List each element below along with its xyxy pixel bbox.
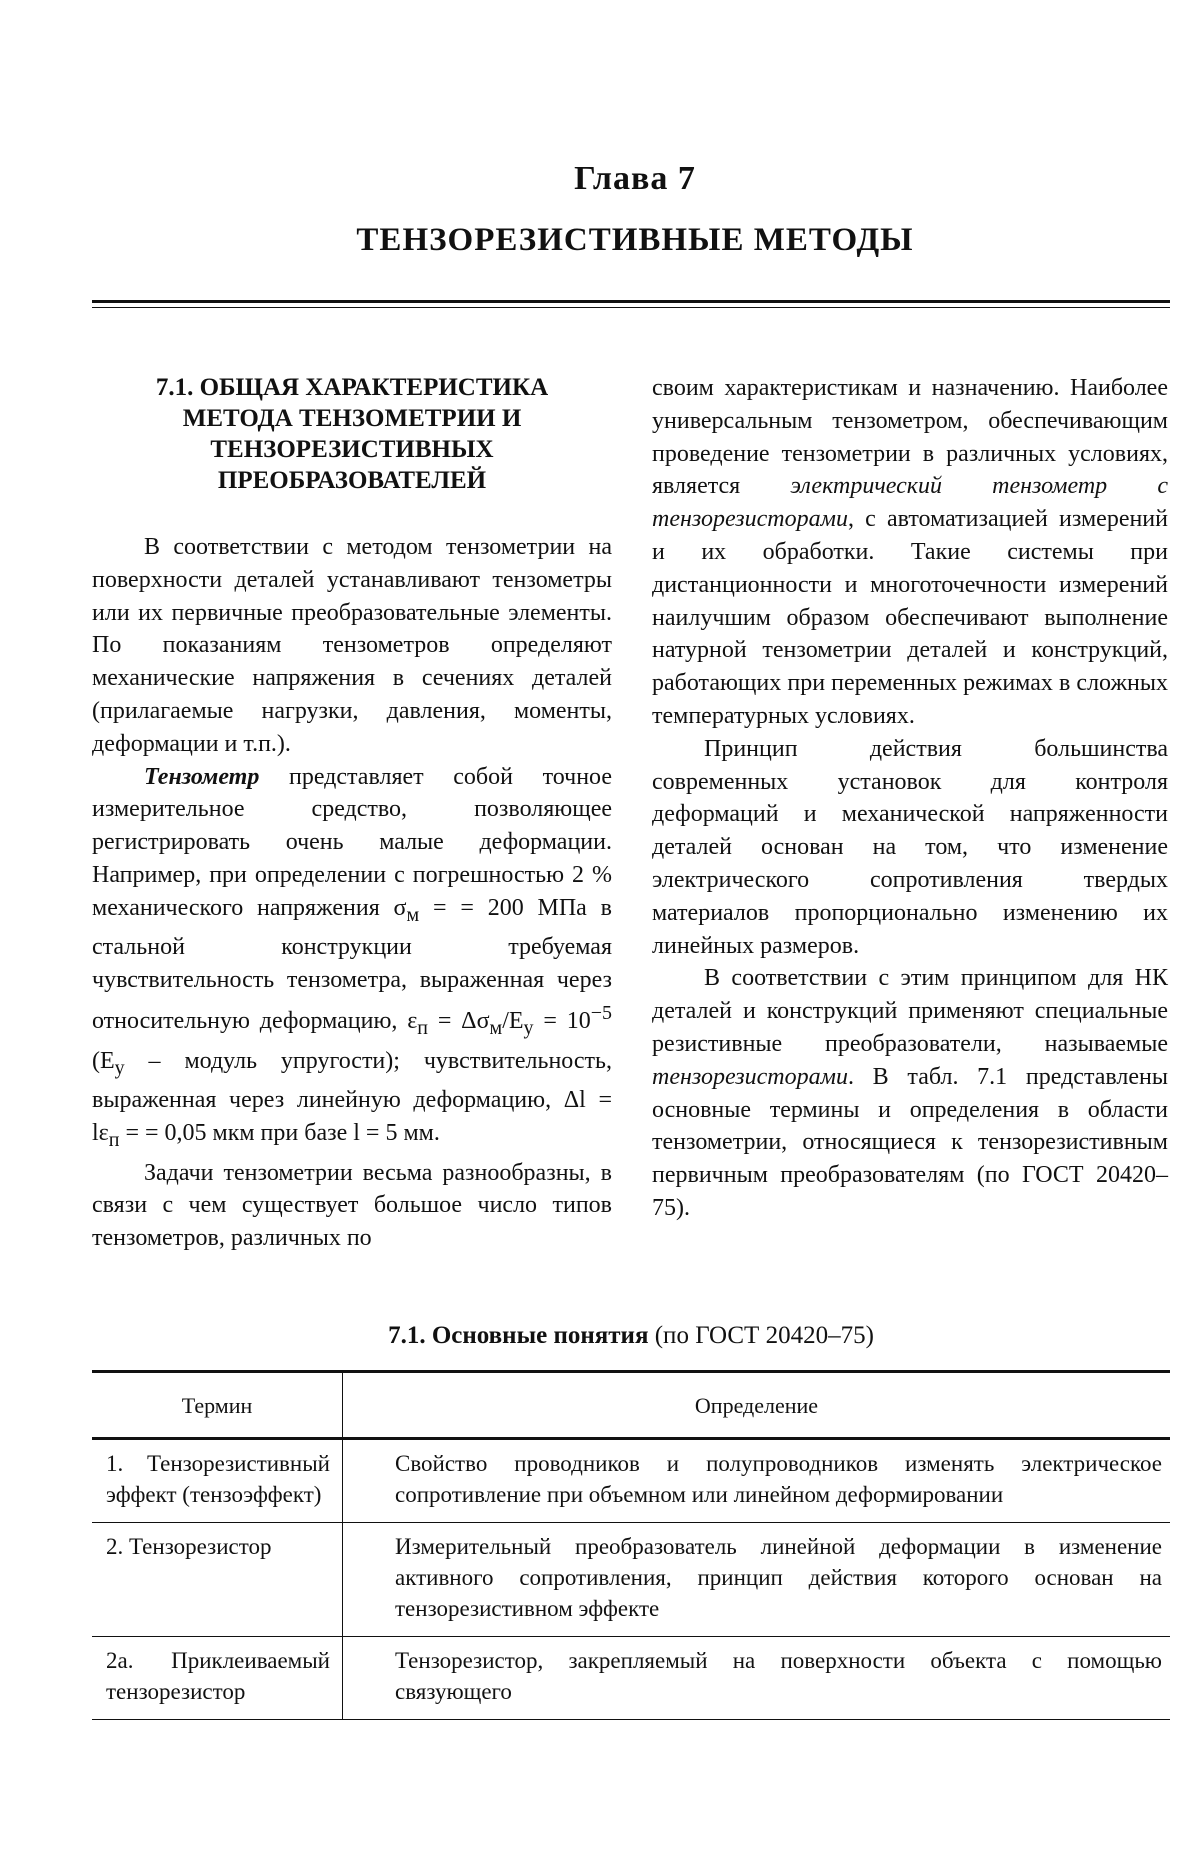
- text-run: своим характеристикам и назначению. Наиболее универсальным тензометром, обеспечивающим проведение тензометрии в различных условиях, является: [652, 375, 1168, 500]
- subscript: м: [489, 1016, 503, 1039]
- text-run: (E: [92, 1047, 115, 1074]
- term-cell: 2. Тензорезистор: [92, 1523, 343, 1637]
- paragraph-tenzometr: [92, 761, 612, 1157]
- text-run: . В табл. 7.1 представлены основные термины и определения в области тензометрии, относящиеся к тензорезистивным первичным преобразователям (по ГОСТ 20420–75).: [652, 1063, 1168, 1221]
- term-cell: 1. Тензорезистивный эффект (тензоэффект): [92, 1439, 343, 1523]
- text-run: = = 0,05 мкм при базе l = 5 мм.: [119, 1119, 440, 1146]
- text-run: В соответствии с этим принципом для НК деталей и конструкций применяют специальные резистивные преобразователи, называемые: [652, 965, 1168, 1057]
- table-header-row: [92, 1372, 1170, 1439]
- superscript: −5: [590, 1001, 612, 1024]
- text-run: – модуль упругости); чувствительность, выраженная через линейную деформацию, Δl = lε: [92, 1047, 612, 1146]
- table-caption-number: 7.1. Основные понятия: [388, 1322, 649, 1349]
- left-column: [92, 372, 612, 1255]
- text-run: /E: [502, 1007, 524, 1034]
- header-rule-thin: [92, 307, 1170, 308]
- table-caption: [92, 1322, 1170, 1350]
- terms-table: [92, 1370, 1170, 1720]
- column-header-term: Термин: [92, 1372, 343, 1439]
- chapter-label: Глава 7: [574, 160, 696, 197]
- term-cell: 2а. Приклеиваемый тензорезистор: [92, 1637, 343, 1720]
- paragraph-continued: [652, 372, 1168, 733]
- table-caption-source: (по ГОСТ 20420–75): [648, 1322, 874, 1349]
- paragraph: В соответствии с методом тензометрии на поверхности деталей устанавливают тензометры или их первичные преобразовательные элементы. По показаниям тензометров определяют механические напряжения в сечениях деталей (прилагаемые нагрузки, давления, моменты, деформации и т.п.).: [92, 534, 612, 757]
- subscript: у: [523, 1016, 534, 1039]
- italic-term: электрический тензометр с тензорезисторами: [652, 473, 1168, 533]
- paragraph: Задачи тензометрии весьма разнообразны, в связи с чем существует большое число типов тензометров, различных по: [92, 1159, 612, 1252]
- italic-term: тензорезисторами: [652, 1063, 848, 1090]
- table-row: [92, 1523, 1170, 1637]
- text-run: представляет собой точное измерительное средство, позволяющее регистрировать очень малые деформации. Например, при определении с погрешностью 2 % механического напряжения σ: [92, 763, 612, 921]
- definition-cell: Тензорезистор, закрепляемый на поверхности объекта с помощью связующего: [343, 1637, 1171, 1720]
- paragraph: [652, 962, 1168, 1224]
- text-run: , с автоматизацией измерений и их обработки. Такие системы при дистанционности и многоточечности измерений наилучшим образом обеспечивают выполнение натурной тензометрии деталей и конструкций, работающих при переменных режимах в сложных температурных условиях.: [652, 506, 1168, 729]
- text-run: = Δσ: [428, 1007, 490, 1034]
- chapter-title: ТЕНЗОРЕЗИСТИВНЫЕ МЕТОДЫ: [356, 222, 914, 258]
- subscript: у: [114, 1056, 125, 1079]
- table-row: [92, 1439, 1170, 1523]
- table-row: [92, 1637, 1170, 1720]
- header-rule: [92, 300, 1170, 303]
- column-header-definition: Определение: [343, 1372, 1171, 1439]
- subscript: м: [406, 903, 420, 926]
- text-run: = 10: [533, 1007, 591, 1034]
- paragraph: Принцип действия большинства современных установок для контроля деформаций и механической напряженности деталей основан на том, что изменение электрического сопротивления твердых материалов пропорционально изменению их линейных размеров.: [652, 735, 1168, 959]
- subscript: п: [108, 1128, 120, 1151]
- text-run: = = 200 МПа в стальной конструкции требуемая чувствительность тензометра, выраженная через относительную деформацию, ε: [92, 894, 612, 1034]
- definition-cell: Свойство проводников и полупроводников изменять электрическое сопротивление при объемном или линейном деформировании: [343, 1439, 1171, 1523]
- term-highlight: Тензометр: [144, 763, 260, 790]
- subscript: п: [417, 1016, 428, 1039]
- definition-cell: Измерительный преобразователь линейной деформации в изменение активного сопротивления, принцип действия которого основан на тензорезистивном эффекте: [343, 1523, 1171, 1637]
- right-column: [652, 372, 1168, 1225]
- section-heading: 7.1. ОБЩАЯ ХАРАКТЕРИСТИКА МЕТОДА ТЕНЗОМЕТРИИ И ТЕНЗОРЕЗИСТИВНЫХ ПРЕОБРАЗОВАТЕЛЕЙ: [155, 374, 549, 494]
